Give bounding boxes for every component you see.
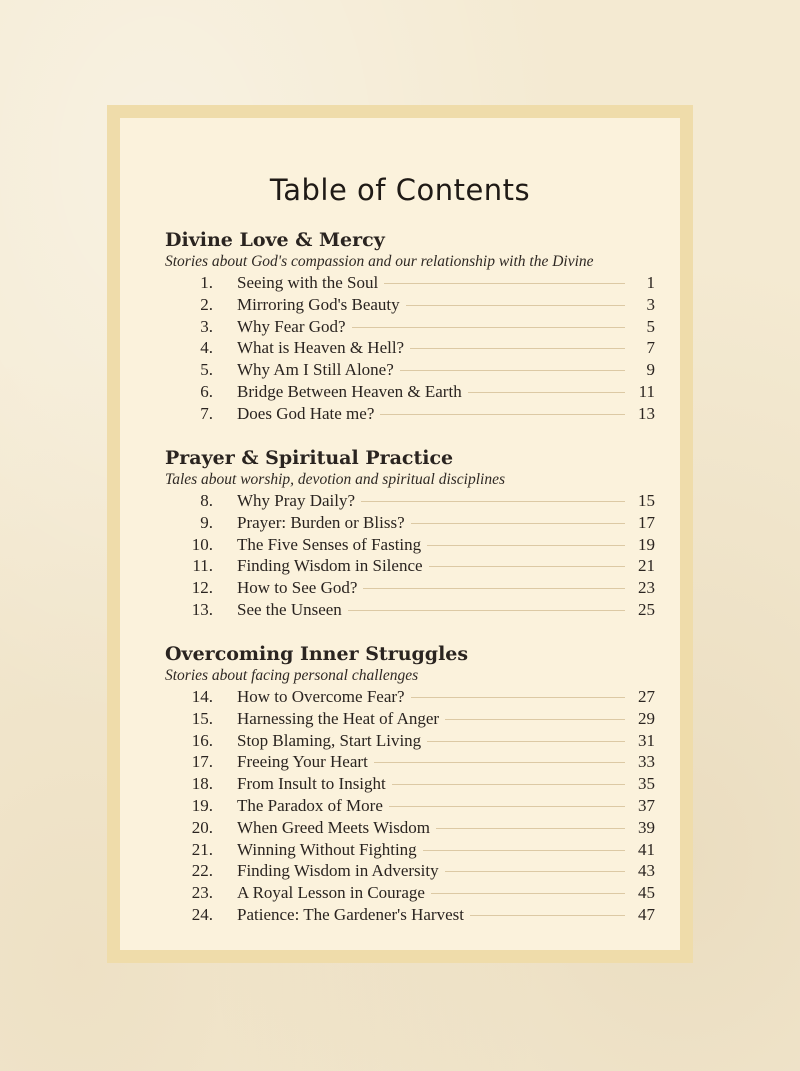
entry-title[interactable]: See the Unseen	[237, 599, 342, 619]
entry-number: 22.	[191, 861, 213, 881]
entry-title[interactable]: Why Am I Still Alone?	[237, 360, 394, 380]
entry-label-row	[237, 686, 625, 708]
leader-line	[445, 719, 625, 720]
entry-label-row	[237, 403, 625, 425]
entry-label-row	[237, 751, 625, 773]
entry-list	[165, 686, 655, 926]
entry-page-number: 5	[646, 316, 655, 336]
entry-page-number: 45	[638, 883, 655, 903]
section-title: Divine Love & Mercy	[165, 229, 385, 251]
entry-title[interactable]: Mirroring God's Beauty	[237, 294, 400, 314]
entry-label-row	[237, 599, 625, 621]
toc-panel	[120, 118, 680, 950]
entry-label-row	[237, 817, 625, 839]
entry-title[interactable]: How to See God?	[237, 578, 358, 598]
leader-line	[427, 545, 625, 546]
entry-label-row	[237, 490, 625, 512]
entry-label-row	[237, 555, 625, 577]
entry-label-row	[237, 577, 625, 599]
leader-line	[411, 697, 625, 698]
entry-number: 21.	[191, 839, 213, 859]
entry-page-number: 25	[638, 599, 655, 619]
entry-page-number: 29	[638, 708, 655, 728]
entry-title[interactable]: What is Heaven & Hell?	[237, 338, 405, 358]
entry-title[interactable]: When Greed Meets Wisdom	[237, 817, 431, 837]
entry-page-number: 35	[638, 774, 655, 794]
entry-page-number: 3	[646, 294, 655, 314]
toc-frame	[107, 105, 693, 963]
leader-line	[389, 806, 625, 807]
entry-title[interactable]: Finding Wisdom in Silence	[237, 556, 423, 576]
entry-label-row	[237, 773, 625, 795]
entry-number: 1.	[200, 273, 213, 292]
leader-line	[400, 370, 625, 371]
leader-line	[392, 784, 625, 785]
entry-number: 9.	[200, 512, 213, 532]
entry-label-row	[237, 359, 625, 381]
entry-number: 24.	[191, 904, 213, 924]
entry-number: 18.	[191, 774, 213, 794]
toc-entry[interactable]	[165, 381, 655, 403]
entry-page-number: 39	[638, 817, 655, 837]
leader-line	[361, 501, 625, 502]
leader-line	[429, 566, 625, 567]
entry-number: 8.	[200, 491, 213, 510]
entry-page-number: 17	[638, 512, 655, 532]
entry-label-row	[237, 316, 625, 338]
entry-number: 23.	[191, 883, 213, 903]
entry-page-number: 41	[638, 839, 655, 859]
entry-number: 2.	[200, 294, 213, 314]
toc-entry[interactable]	[165, 272, 655, 294]
leader-line	[436, 828, 625, 829]
leader-line	[445, 871, 625, 872]
toc-entry[interactable]	[165, 904, 655, 926]
toc-entry[interactable]	[165, 294, 655, 316]
toc-entry[interactable]	[165, 534, 655, 556]
toc-entry[interactable]	[165, 490, 655, 512]
entry-label-row	[237, 795, 625, 817]
entry-page-number: 7	[646, 338, 655, 358]
entry-title[interactable]: Harnessing the Heat of Anger	[237, 708, 440, 728]
toc-entry[interactable]	[165, 686, 655, 708]
leader-line	[352, 327, 625, 328]
leader-line	[384, 283, 625, 284]
entry-page-number: 33	[638, 752, 655, 772]
entry-title[interactable]: Winning Without Fighting	[237, 839, 417, 859]
entry-title[interactable]: Finding Wisdom in Adversity	[237, 861, 439, 881]
section-inner-struggles	[165, 642, 655, 926]
entry-title[interactable]: Does God Hate me?	[237, 403, 375, 423]
toc-entry[interactable]	[165, 512, 655, 534]
entry-page-number: 9	[646, 360, 655, 380]
page-title: Table of Contents	[269, 173, 531, 207]
toc-entry[interactable]	[165, 773, 655, 795]
entry-label-row	[237, 839, 625, 861]
entry-title[interactable]: A Royal Lesson in Courage	[237, 883, 425, 903]
entry-page-number: 31	[638, 730, 655, 750]
entry-title[interactable]: The Paradox of More	[237, 795, 383, 815]
toc-entry[interactable]	[165, 359, 655, 381]
entry-number: 10.	[191, 534, 213, 554]
toc-entry[interactable]	[165, 882, 655, 904]
toc-entry[interactable]	[165, 839, 655, 861]
entry-label-row	[237, 882, 625, 904]
entry-title[interactable]: Bridge Between Heaven & Earth	[237, 381, 462, 401]
entry-title[interactable]: Stop Blaming, Start Living	[237, 730, 422, 750]
entry-label-row	[237, 904, 625, 926]
section-title: Overcoming Inner Struggles	[165, 643, 469, 665]
leader-line	[470, 915, 625, 916]
toc-entry[interactable]	[165, 316, 655, 338]
leader-line	[348, 610, 625, 611]
entry-label-row	[237, 337, 625, 359]
entry-label-row	[237, 512, 625, 534]
entry-label-row	[237, 294, 625, 316]
entry-label-row	[237, 381, 625, 403]
toc-entry[interactable]	[165, 751, 655, 773]
entry-page-number: 37	[638, 795, 655, 815]
leader-line	[411, 523, 625, 524]
toc-entry[interactable]	[165, 730, 655, 752]
section-title: Prayer & Spiritual Practice	[165, 447, 454, 469]
entry-number: 17.	[191, 752, 213, 772]
entry-page-number: 15	[638, 491, 655, 510]
entry-number: 6.	[200, 381, 213, 401]
entry-label-row	[237, 708, 625, 730]
leader-line	[427, 741, 625, 742]
leader-line	[431, 893, 625, 894]
toc-entry[interactable]	[165, 599, 655, 621]
entry-label-row	[237, 860, 625, 882]
toc-entry[interactable]	[165, 555, 655, 577]
entry-list	[165, 490, 655, 621]
entry-title[interactable]: The Five Senses of Fasting	[237, 534, 422, 554]
entry-page-number: 43	[638, 861, 655, 881]
entry-title[interactable]: Why Fear God?	[237, 316, 346, 336]
toc-entry[interactable]	[165, 817, 655, 839]
leader-line	[468, 392, 625, 393]
entry-number: 20.	[191, 817, 213, 837]
section-description: Stories about God's compassion and our relationship with the Divine	[165, 253, 594, 270]
leader-line	[363, 588, 625, 589]
entry-page-number: 21	[638, 556, 655, 576]
entry-number: 14.	[191, 687, 213, 706]
entry-page-number: 47	[638, 904, 655, 924]
entry-title[interactable]: Patience: The Gardener's Harvest	[237, 904, 464, 924]
toc-entry[interactable]	[165, 403, 655, 425]
entry-number: 5.	[200, 360, 213, 380]
entry-number: 13.	[191, 599, 213, 619]
entry-title[interactable]: Why Pray Daily?	[237, 491, 356, 510]
entry-number: 11.	[192, 556, 213, 576]
entry-list	[165, 272, 655, 425]
leader-line	[423, 850, 625, 851]
section-description: Stories about facing personal challenges	[165, 667, 419, 684]
toc-entry[interactable]	[165, 795, 655, 817]
entry-label-row	[237, 272, 625, 294]
section-description: Tales about worship, devotion and spiritual disciplines	[165, 471, 506, 488]
entry-title[interactable]: How to Overcome Fear?	[237, 687, 405, 706]
entry-number: 4.	[200, 338, 213, 358]
entry-page-number: 27	[638, 687, 655, 706]
leader-line	[406, 305, 625, 306]
leader-line	[374, 762, 625, 763]
toc-entry[interactable]	[165, 708, 655, 730]
entry-title[interactable]: Prayer: Burden or Bliss?	[237, 512, 405, 532]
leader-line	[410, 348, 625, 349]
entry-number: 12.	[191, 578, 213, 598]
entry-title[interactable]: Freeing Your Heart	[237, 752, 368, 772]
section-divine-love	[165, 228, 655, 425]
entry-label-row	[237, 534, 625, 556]
entry-number: 19.	[191, 795, 213, 815]
section-prayer	[165, 446, 655, 621]
entry-number: 15.	[191, 708, 213, 728]
entry-title[interactable]: Seeing with the Soul	[237, 273, 379, 292]
entry-title[interactable]: From Insult to Insight	[237, 774, 386, 794]
entry-number: 7.	[200, 403, 213, 423]
entry-number: 16.	[191, 730, 213, 750]
toc-entry[interactable]	[165, 337, 655, 359]
entry-page-number: 19	[638, 534, 655, 554]
leader-line	[380, 414, 625, 415]
entry-label-row	[237, 730, 625, 752]
entry-page-number: 1	[646, 273, 655, 292]
entry-number: 3.	[200, 316, 213, 336]
entry-page-number: 11	[638, 381, 655, 401]
toc-entry[interactable]	[165, 577, 655, 599]
toc-entry[interactable]	[165, 860, 655, 882]
entry-page-number: 13	[638, 403, 655, 423]
entry-page-number: 23	[638, 578, 655, 598]
